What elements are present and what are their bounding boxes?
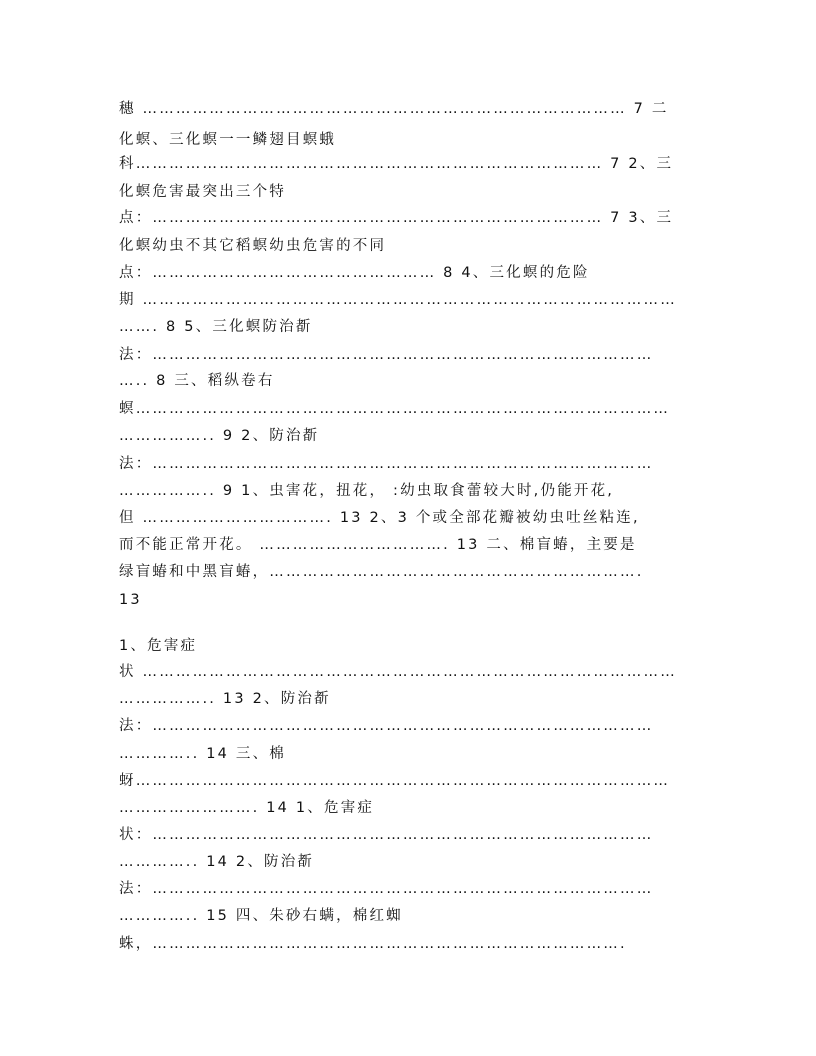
toc-line: 蛛，…………………………………………………………………………. [119,936,627,952]
toc-line: 状 …………………………………………………………………………………… [119,664,677,680]
toc-line: 绿盲蝽和中黑盲蝽，…………………………………………………………. [119,564,644,580]
toc-line: ……. 8 5、三化螟防治斱 [119,319,313,335]
toc-line: 法：……………………………………………………………………………… [119,456,654,472]
toc-line: ………….. 14 三、棉 [119,746,286,762]
toc-line: …………….. 13 2、防治斱 [119,691,331,707]
toc-line: 螟…………………………………………………………………………………… [119,401,671,417]
toc-line: 1、危害症 [119,638,198,654]
toc-line: 科………………………………………………………………………… 7 2、三 [119,156,674,172]
toc-line: 期 …………………………………………………………………………………… [119,292,677,308]
toc-line: 法：……………………………………………………………………………… [119,881,654,897]
toc-line: …………….. 9 2、防治斱 [119,428,320,444]
toc-line: 化螟、三化螟一一鳞翅目螟蛾 [119,132,337,148]
toc-line: ………….. 14 2、防治斱 [119,854,315,870]
toc-line: 而不能正常开花。 ……………………………. 13 二、棉盲蝽，主要是 [119,537,637,553]
toc-line: 化螟幼虫不其它稻螟幼虫危害的不同 [119,238,387,254]
toc-line: 穗 …………………………………………………………………………… 7 二 [119,101,669,117]
toc-line: …………….. 9 1、虫害花，扭花， :幼虫取食蕾较大时,仍能开花, [119,483,615,499]
toc-line: 化螟危害最突出三个特 [119,184,286,200]
toc-line: 13 [119,592,142,608]
toc-line: 法：……………………………………………………………………………… [119,347,654,363]
toc-line: 点：……………………………………………………………………… 7 3、三 [119,210,674,226]
toc-line: 蚜…………………………………………………………………………………… [119,773,671,789]
toc-line: 点：…………………………………………… 8 4、三化螟的危险 [119,265,590,281]
toc-line: ……………………. 14 1、危害症 [119,800,375,816]
toc-line: ………….. 15 四、朱砂右螨，棉红蜘 [119,908,403,924]
toc-line: 法：……………………………………………………………………………… [119,718,654,734]
toc-line: 但 ……………………………. 13 2、3 个或全部花瓣被幼虫吐丝粘连, [119,510,640,526]
toc-line: ….. 8 三、稻纵卷右 [119,373,275,389]
toc-line: 状：……………………………………………………………………………… [119,827,654,843]
